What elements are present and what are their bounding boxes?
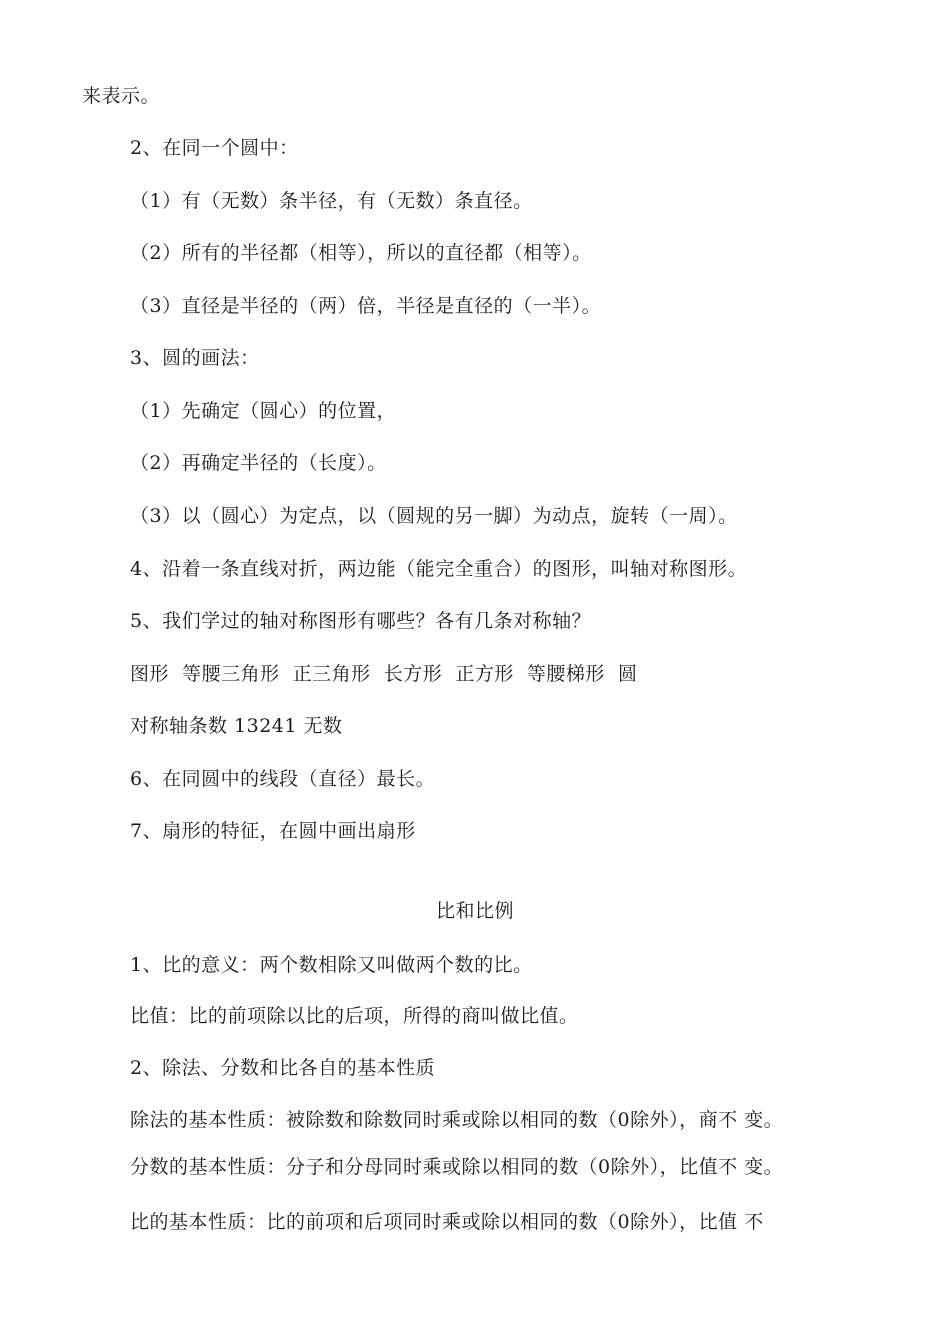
text-line: 3、圆的画法： [130,347,260,369]
text-line: （3）以（圆心）为定点，以（圆规的另一脚）为动点，旋转（一周）。 [130,505,738,527]
text-line: 来表示。 [82,85,161,107]
text-line: （2）再确定半径的（长度）。 [130,452,387,474]
text-line: 图形 等腰三角形 正三角形 长方形 正方形 等腰梯形 圆 [130,663,638,685]
text-line: （1）有（无数）条半径，有（无数）条直径。 [130,190,533,212]
text-line: 对称轴条数 13241 无数 [130,715,343,737]
text-line: 7、扇形的特征，在圆中画出扇形 [130,820,416,842]
text-line: （1）先确定（圆心）的位置， [130,400,397,422]
text-line: 5、我们学过的轴对称图形有哪些？各有几条对称轴？ [130,610,592,632]
text-line: 4、沿着一条直线对折，两边能（能完全重合）的图形，叫轴对称图形。 [130,558,748,580]
text-line: 比的基本性质：比的前项和后项同时乘或除以相同的数（0除外），比值 不 [130,1211,764,1233]
text-line: 分数的基本性质：分子和分母同时乘或除以相同的数（0除外），比值不 变。 [130,1156,784,1178]
text-line: 6、在同圆中的线段（直径）最长。 [130,768,436,790]
text-line: 2、除法、分数和比各自的基本性质 [130,1057,436,1079]
text-line: （2）所有的半径都（相等），所以的直径都（相等）。 [130,242,592,264]
text-line: 比值：比的前项除以比的后项，所得的商叫做比值。 [130,1005,579,1027]
text-line: （3）直径是半径的（两）倍，半径是直径的（一半）。 [130,295,602,317]
section-title: 比和比例 [435,900,514,922]
text-line: 2、在同一个圆中： [130,137,299,159]
text-line: 1、比的意义：两个数相除又叫做两个数的比。 [130,954,533,976]
text-line: 除法的基本性质：被除数和除数同时乘或除以相同的数（0除外），商不 变。 [130,1109,784,1131]
